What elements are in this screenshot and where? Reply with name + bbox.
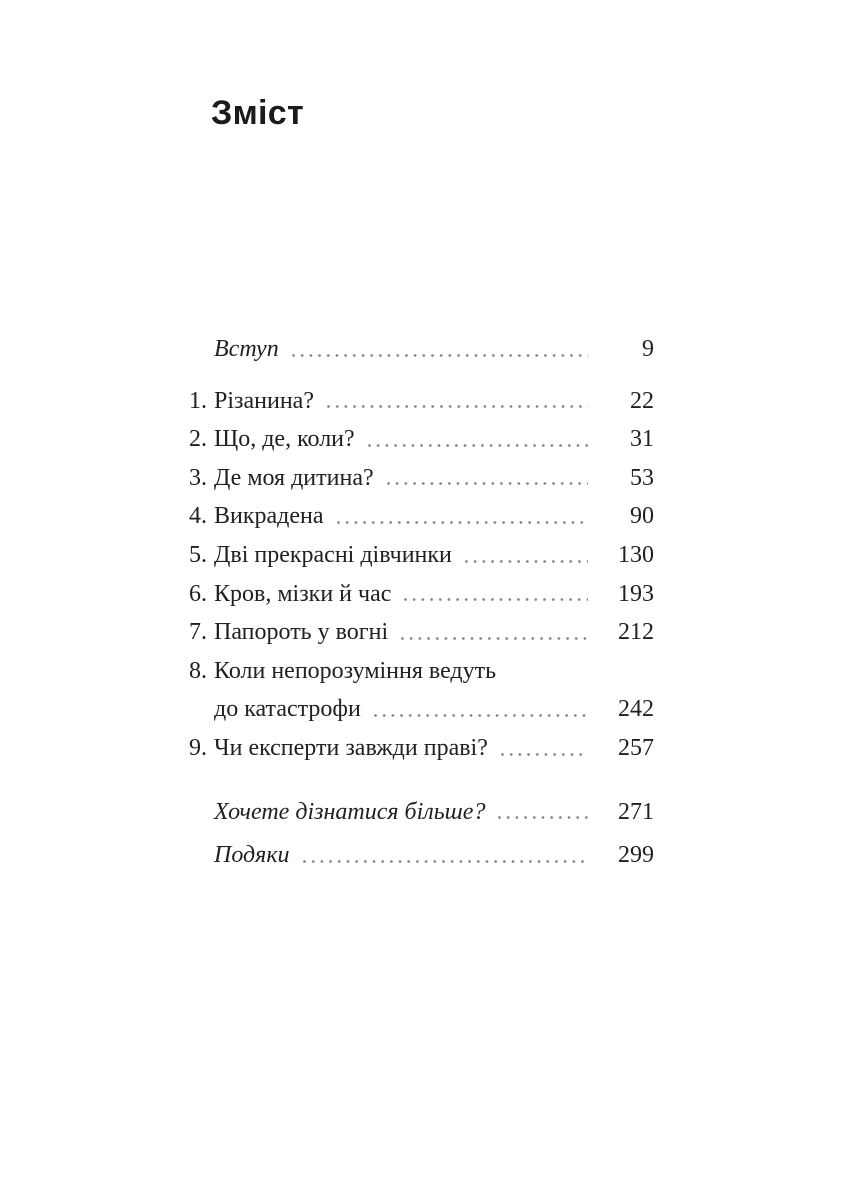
toc-row-learn-more bbox=[180, 793, 654, 832]
page-number: 299 bbox=[618, 842, 654, 869]
dot-leader bbox=[324, 497, 597, 536]
dot-leader bbox=[290, 836, 597, 875]
chapter-title: Чи експерти завжди праві? bbox=[214, 734, 488, 761]
dot-leader bbox=[279, 330, 597, 369]
chapter-number: 9. bbox=[189, 734, 207, 761]
intro-label: Вступ bbox=[214, 336, 279, 362]
dot-leader bbox=[374, 459, 597, 498]
chapter-number: 6. bbox=[189, 580, 207, 607]
chapter-number: 5. bbox=[189, 541, 207, 568]
chapter-title: Різанина? bbox=[214, 387, 314, 414]
toc-list bbox=[180, 330, 654, 875]
page-number: 130 bbox=[618, 541, 654, 568]
toc-row-chapter-8-line1 bbox=[180, 652, 654, 691]
dot-leader bbox=[388, 613, 597, 652]
chapter-number bbox=[180, 330, 207, 369]
chapter-number bbox=[180, 793, 207, 832]
toc-row-intro bbox=[180, 330, 654, 369]
dot-leader bbox=[452, 536, 597, 575]
chapter-number: 1. bbox=[189, 387, 207, 414]
toc-row-chapter-7 bbox=[180, 613, 654, 652]
page-number: 257 bbox=[618, 734, 654, 761]
chapter-title: Де моя дитина? bbox=[214, 464, 374, 491]
chapter-number: 3. bbox=[189, 464, 207, 491]
dot-leader bbox=[355, 420, 597, 459]
page-title: Зміст bbox=[211, 94, 304, 132]
page-number: 242 bbox=[618, 696, 654, 723]
chapter-number: 4. bbox=[189, 503, 207, 530]
chapter-number: 7. bbox=[189, 619, 207, 646]
chapter-number: 2. bbox=[189, 426, 207, 453]
dot-leader bbox=[485, 793, 597, 832]
chapter-number: 8. bbox=[189, 657, 207, 684]
toc-row-chapter-4 bbox=[180, 497, 654, 536]
chapter-title: Викрадена bbox=[214, 503, 324, 530]
page-number: 90 bbox=[630, 503, 654, 530]
toc-row-chapter-5 bbox=[180, 536, 654, 575]
chapter-title: Коли непорозуміння ведуть bbox=[214, 657, 497, 684]
page-number: 53 bbox=[630, 464, 654, 491]
backmatter-label: Подяки bbox=[214, 842, 290, 869]
page-number: 193 bbox=[618, 580, 654, 607]
chapter-title: Кров, мізки й час bbox=[214, 580, 392, 607]
dot-leader bbox=[314, 382, 597, 421]
backmatter-label: Хочете дізнатися більше? bbox=[214, 798, 486, 825]
page-number: 9 bbox=[642, 336, 654, 362]
chapter-number bbox=[180, 836, 207, 875]
dot-leader bbox=[488, 729, 597, 768]
toc-row-chapter-2 bbox=[180, 420, 654, 459]
page-number: 212 bbox=[618, 619, 654, 646]
chapter-title: до катастрофи bbox=[214, 696, 361, 723]
toc-row-chapter-6 bbox=[180, 575, 654, 614]
page-number: 31 bbox=[630, 426, 654, 453]
chapter-title: Папороть у вогні bbox=[214, 619, 389, 646]
toc-row-chapter-9 bbox=[180, 729, 654, 768]
toc-row-acknowledgements bbox=[180, 836, 654, 875]
chapter-title: Що, де, коли? bbox=[214, 426, 355, 453]
toc-row-chapter-1 bbox=[180, 382, 654, 421]
toc-row-chapter-3 bbox=[180, 459, 654, 498]
dot-leader bbox=[391, 575, 597, 614]
page-number: 271 bbox=[618, 798, 654, 825]
page-number: 22 bbox=[630, 387, 654, 414]
chapter-number bbox=[180, 690, 207, 729]
toc-row-chapter-8-line2 bbox=[180, 690, 654, 729]
chapter-title: Дві прекрасні дівчинки bbox=[214, 541, 452, 568]
dot-leader bbox=[361, 690, 597, 729]
